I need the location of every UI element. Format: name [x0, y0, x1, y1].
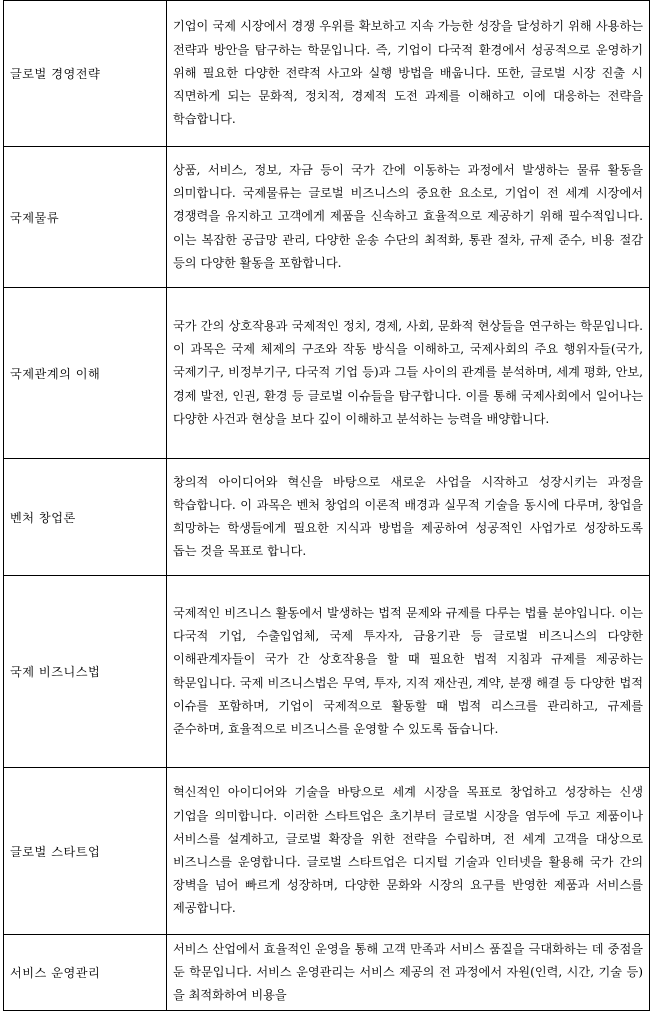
- course-description: 기업이 국제 시장에서 경쟁 우위를 확보하고 지속 가능한 성장을 달성하기 위해 사용하는 전략과 방안을 탐구하는 학문입니다. 즉, 기업이 다국적 환경에서 성공적으로 운영하기 위해 필요한 다양한 전략적 사고와 실행 방법을 배웁니다. 또한, 글로벌 시장 진출 시 직면하게 되는 문화적, 정치적, 경제적 도전 과제를 이해하고 이에 대응하는 전략을 학습합니다.: [167, 1, 650, 147]
- course-description: 국가 간의 상호작용과 국제적인 정치, 경제, 사회, 문화적 현상들을 연구하는 학문입니다. 이 과목은 국제 체제의 구조와 작동 방식을 이해하고, 국제사회의 주요 행위자들(국가, 국제기구, 비정부기구, 다국적 기업 등)과 그들 사이의 관계를 분석하며, 세계 평화, 안보, 경제 발전, 인권, 환경 등 글로벌 이슈들을 탐구합니다. 이를 통해 국제사회에서 일어나는 다양한 사건과 현상을 보다 깊이 이해하고 분석하는 능력을 배양합니다.: [167, 288, 650, 459]
- table-row: [4, 1, 650, 147]
- course-name: 국제 비즈니스법: [4, 576, 167, 768]
- course-description: 창의적 아이디어와 혁신을 바탕으로 새로운 사업을 시작하고 성장시키는 과정을 학습합니다. 이 과목은 벤처 창업의 이론적 배경과 실무적 기술을 동시에 다루며, 창업을 희망하는 학생들에게 필요한 지식과 방법을 제공하여 성공적인 사업가로 성장하도록 돕는 것을 목표로 합니다.: [167, 459, 650, 576]
- course-name: 글로벌 스타트업: [4, 768, 167, 935]
- course-description: 혁신적인 아이디어와 기술을 바탕으로 세계 시장을 목표로 창업하고 성장하는 신생 기업을 의미합니다. 이러한 스타트업은 초기부터 글로벌 시장을 염두에 두고 제품이나 서비스를 설계하고, 글로벌 확장을 위한 전략을 수립하며, 전 세계 고객을 대상으로 비즈니스를 운영합니다. 글로벌 스타트업은 디지털 기술과 인터넷을 활용해 국가 간의 장벽을 넘어 빠르게 성장하며, 다양한 문화와 시장의 요구를 반영한 제품과 서비스를 제공합니다.: [167, 768, 650, 935]
- course-description: 서비스 산업에서 효율적인 운영을 통해 고객 만족과 서비스 품질을 극대화하는 데 중점을 둔 학문입니다. 서비스 운영관리는 서비스 제공의 전 과정에서 자원(인력, 시간, 기술 등)을 최적화하여 비용을: [167, 935, 650, 1011]
- course-table: [3, 0, 650, 1011]
- course-name: 글로벌 경영전략: [4, 1, 167, 147]
- course-description: 상품, 서비스, 정보, 자금 등이 국가 간에 이동하는 과정에서 발생하는 물류 활동을 의미합니다. 국제물류는 글로벌 비즈니스의 중요한 요소로, 기업이 전 세계 시장에서 경쟁력을 유지하고 고객에게 제품을 신속하고 효율적으로 제공하기 위해 필수적입니다. 이는 복잡한 공급망 관리, 다양한 운송 수단의 최적화, 통관 절차, 규제 준수, 비용 절감 등의 다양한 활동을 포함합니다.: [167, 147, 650, 288]
- course-name: 벤처 창업론: [4, 459, 167, 576]
- course-name: 서비스 운영관리: [4, 935, 167, 1011]
- table-row: [4, 768, 650, 935]
- table-row: [4, 147, 650, 288]
- table-row: [4, 935, 650, 1011]
- course-name: 국제물류: [4, 147, 167, 288]
- table-row: [4, 576, 650, 768]
- course-description: 국제적인 비즈니스 활동에서 발생하는 법적 문제와 규제를 다루는 법률 분야입니다. 이는 다국적 기업, 수출입업체, 국제 투자자, 금융기관 등 글로벌 비즈니스의 다양한 이해관계자들이 국가 간 상호작용을 할 때 필요한 법적 지침과 규제를 제공하는 학문입니다. 국제 비즈니스법은 무역, 투자, 지적 재산권, 계약, 분쟁 해결 등 다양한 법적 이슈를 포함하며, 기업이 국제적으로 활동할 때 법적 리스크를 관리하고, 규제를 준수하며, 효율적으로 비즈니스를 운영할 수 있도록 돕습니다.: [167, 576, 650, 768]
- course-name: 국제관계의 이해: [4, 288, 167, 459]
- table-row: [4, 459, 650, 576]
- table-row: [4, 288, 650, 459]
